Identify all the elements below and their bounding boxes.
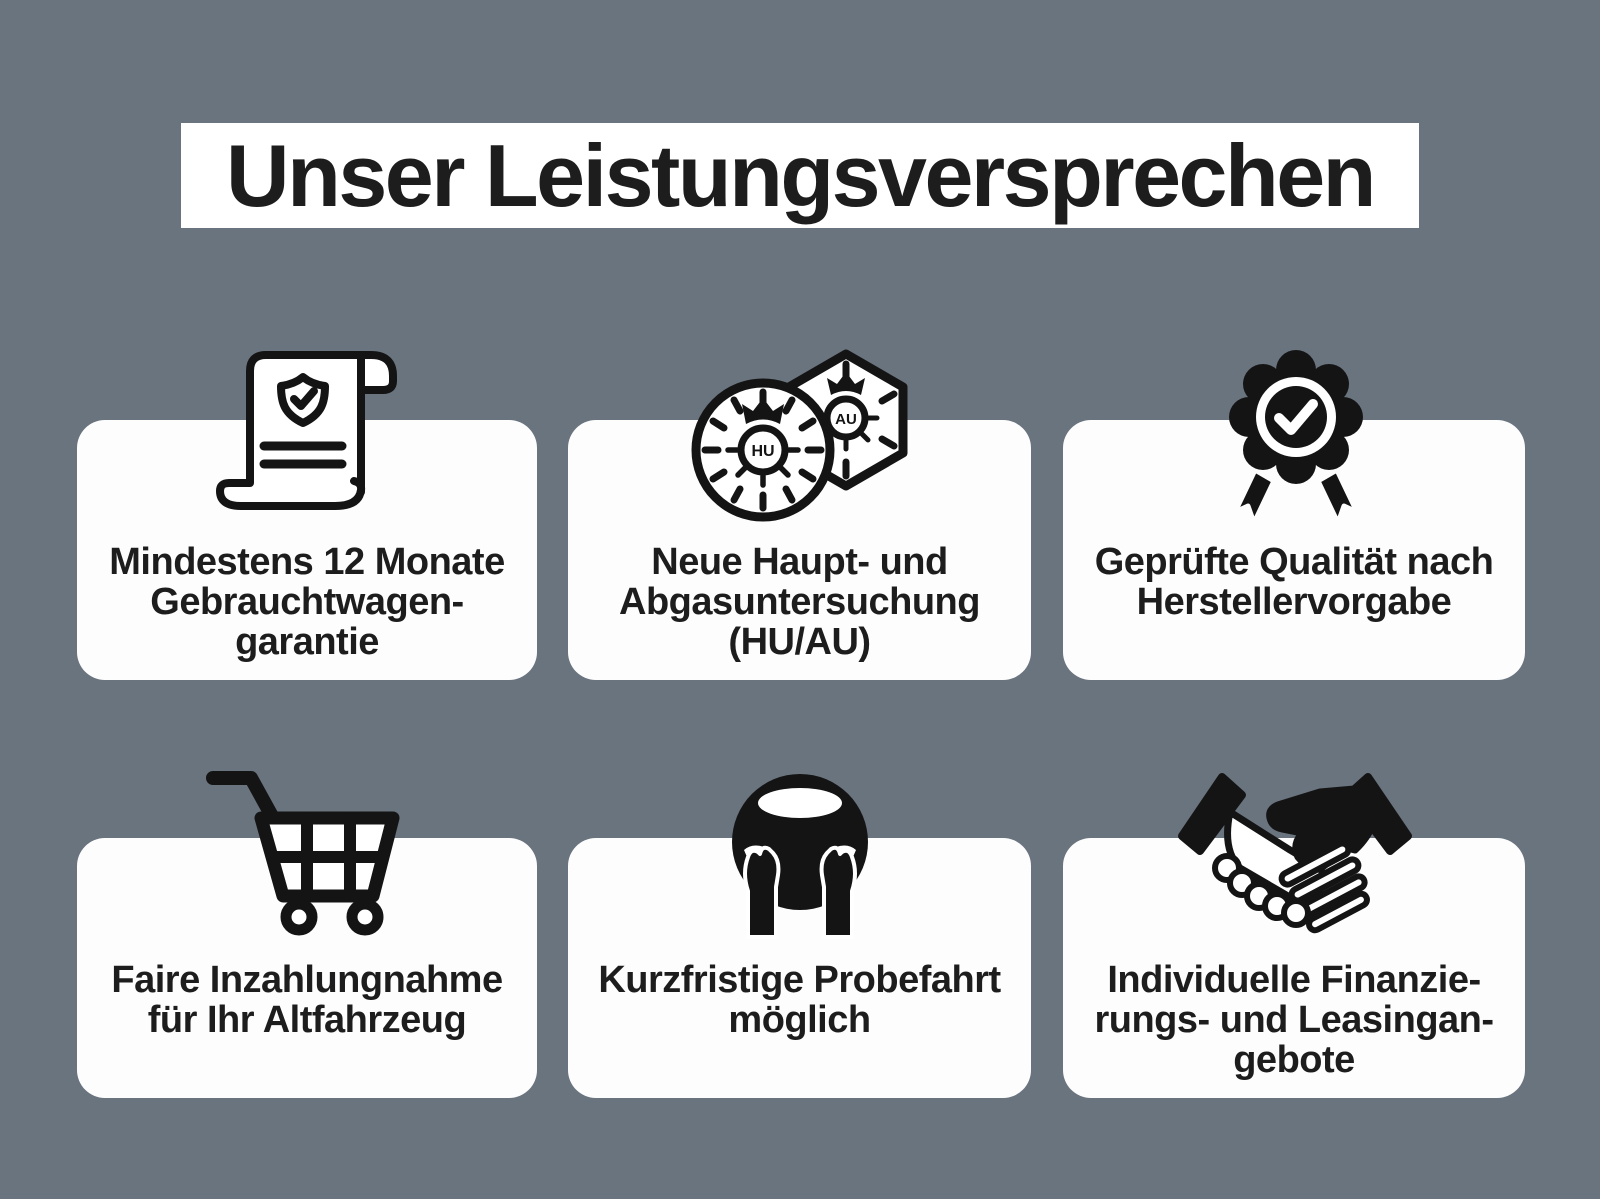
card-text-line: Geprüfte Qualität nach xyxy=(1094,541,1494,583)
card-text-line: Mindestens 12 Monate xyxy=(109,541,505,583)
certificate-scroll-icon xyxy=(195,340,415,530)
card-text-line: garantie xyxy=(235,621,379,663)
shopping-cart-icon xyxy=(195,755,415,945)
card-text-line: möglich xyxy=(728,999,871,1041)
card-text-line: gebote xyxy=(1233,1039,1355,1081)
card-text-line: rungs- und Leasingan- xyxy=(1094,999,1494,1041)
card-text-line: Gebrauchtwagen- xyxy=(150,581,464,623)
au-badge-label: AU xyxy=(835,411,857,428)
hu-au-inspection-icon xyxy=(680,340,920,530)
card-text-line: Neue Haupt- und xyxy=(651,541,948,583)
card-text-line: Faire Inzahlungnahme xyxy=(111,959,503,1001)
card-text-line: (HU/AU) xyxy=(728,621,871,663)
card-text-line: für Ihr Altfahrzeug xyxy=(147,999,467,1041)
card-text-line: Herstellervorgabe xyxy=(1136,581,1452,623)
card-text-line: Individuelle Finanzie- xyxy=(1107,959,1481,1001)
handshake-icon xyxy=(1170,750,1420,950)
steering-wheel-hands-icon xyxy=(700,755,910,955)
card-text-line: Abgasuntersuchung xyxy=(619,581,980,623)
hu-badge-label: HU xyxy=(751,443,775,460)
page-title: Unser Leistungsversprechen xyxy=(226,125,1374,225)
card-text-line: Kurzfristige Probefahrt xyxy=(598,959,1001,1001)
quality-seal-icon xyxy=(1200,340,1400,540)
title-banner xyxy=(181,123,1419,228)
